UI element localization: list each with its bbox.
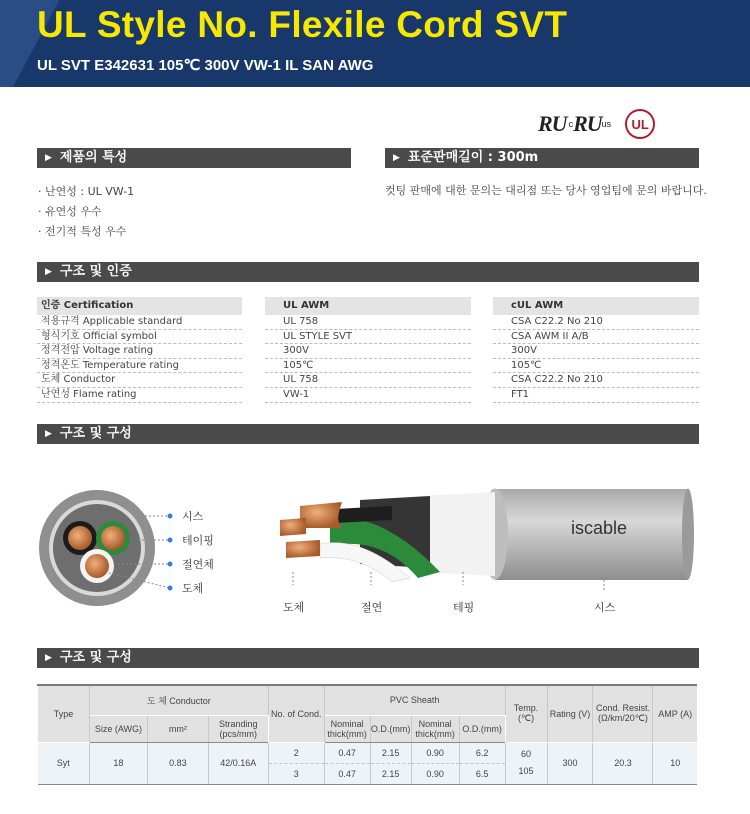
cable-diagram [0, 460, 750, 630]
section-spec-title: 구조 및 구성 [59, 650, 132, 665]
cell-amp: 10 [653, 742, 697, 784]
ul-listed-logo: UL [625, 109, 655, 139]
col-amp: AMP (A) [653, 685, 697, 742]
page-title: UL Style No. Flexile Cord SVT [37, 4, 568, 45]
section-structure-title: 구조 및 구성 [59, 426, 132, 441]
feature-item: · 전기적 특성 우수 [38, 225, 127, 238]
cert-ul-value: 300V [265, 344, 471, 359]
cell-thick-2: 0.90 [411, 742, 459, 763]
cert-cul-column [493, 297, 699, 403]
col-size: Size (AWG) [89, 715, 147, 742]
page-header [0, 0, 750, 87]
c-mark: c [568, 119, 574, 129]
cert-cul-value: 105℃ [493, 359, 699, 374]
cert-cul-value: CSA C22.2 No 210 [493, 373, 699, 388]
col-stranding: Stranding (pcs/mm) [208, 715, 268, 742]
cell-od-2: 6.2 [459, 742, 505, 763]
cell-thick: 0.47 [324, 742, 370, 763]
cell-size: 18 [89, 742, 147, 784]
cert-cul-value: FT1 [493, 388, 699, 403]
ul-recognized-logo: RU [538, 111, 567, 136]
section-length-bar [385, 148, 699, 168]
side-label-taping: 테핑 [453, 601, 475, 614]
cell-temp-1: 60 [521, 749, 532, 759]
cert-label-column [37, 297, 242, 403]
cell-thick: 0.47 [324, 763, 370, 784]
cell-rating: 300 [547, 742, 593, 784]
col-conductor: 도 체 Conductor [89, 685, 268, 715]
cell-type: Syt [38, 742, 90, 784]
cell-resist: 20.3 [593, 742, 653, 784]
features-list [38, 182, 134, 242]
arrow-icon: ▶ [45, 653, 52, 663]
side-label-insulation: 절연 [361, 601, 383, 614]
cert-label: 도체 Conductor [37, 373, 242, 388]
feature-item: · 유연성 우수 [38, 205, 102, 218]
side-label-conductor: 도체 [283, 601, 305, 614]
cell-thick-2: 0.90 [411, 763, 459, 784]
cert-label: 난연성 Flame rating [37, 388, 242, 403]
cell-cond: 3 [268, 763, 324, 784]
feature-item: · 난연성 : UL VW-1 [38, 185, 135, 198]
cell-od-2: 6.5 [459, 763, 505, 784]
col-od: O.D.(mm) [370, 715, 411, 742]
col-rating: Rating (V) [547, 685, 593, 742]
col-mm2: mm² [147, 715, 208, 742]
cross-label-taping: 테이핑 [182, 534, 214, 547]
cert-cul-value: CSA C22.2 No 210 [493, 315, 699, 330]
arrow-icon: ▶ [45, 153, 52, 163]
section-structure-bar [37, 424, 699, 444]
col-type: Type [38, 685, 90, 742]
col-od-2: O.D.(mm) [459, 715, 505, 742]
cul-recognized-logo: RU [573, 111, 602, 136]
cell-stranding: 42/0.16A [208, 742, 268, 784]
col-no-of-cond: No. of Cond. [268, 685, 324, 742]
cert-label: 정격전압 Voltage rating [37, 344, 242, 359]
section-features-title: 제품의 특성 [59, 150, 128, 165]
brand-print: iscable [571, 518, 628, 538]
cert-ul-value: UL 758 [265, 315, 471, 330]
col-pvc-sheath: PVC Sheath [324, 685, 505, 715]
col-nominal-thick: Nominal thick(mm) [324, 715, 370, 742]
section-features-bar [37, 148, 351, 168]
cert-label: 적용규격 Applicable standard [37, 315, 242, 330]
cell-od: 2.15 [370, 763, 411, 784]
us-mark: us [601, 119, 612, 129]
length-note: 컷팅 판매에 대한 문의는 대리점 또는 당사 영업팀에 문의 바랍니다. [385, 184, 707, 197]
arrow-icon: ▶ [393, 153, 400, 163]
cert-cul-value: 300V [493, 344, 699, 359]
cert-cul-value: CSA AWM II A/B [493, 330, 699, 345]
section-length-title: 표준판매길이 : 300m [407, 150, 539, 165]
cert-header-label: 인증 Certification [37, 297, 242, 315]
col-nominal-thick-2: Nominal thick(mm) [411, 715, 459, 742]
cross-label-sheath: 시스 [182, 510, 204, 523]
arrow-icon: ▶ [45, 429, 52, 439]
cell-temp [505, 742, 547, 784]
cert-label: 형식기호 Official symbol [37, 330, 242, 345]
cert-ul-column [265, 297, 471, 403]
cert-ul-value: UL 758 [265, 373, 471, 388]
cert-ul-header: UL AWM [265, 297, 471, 315]
section-spec-bar [37, 648, 699, 668]
col-temp: Temp. (℃) [505, 685, 547, 742]
cross-label-conductor: 도체 [182, 582, 204, 595]
cross-section [39, 490, 173, 606]
cell-mm2: 0.83 [147, 742, 208, 784]
cell-temp-2: 105 [518, 766, 534, 776]
cross-label-insulation: 절연체 [182, 558, 214, 571]
spec-table [37, 684, 697, 785]
cert-ul-value: 105℃ [265, 359, 471, 374]
section-certification-title: 구조 및 인증 [59, 264, 132, 279]
section-certification-bar [37, 262, 699, 282]
page-subtitle: UL SVT E342631 105℃ 300V VW-1 IL SAN AWG [37, 57, 374, 74]
cert-ul-value: VW-1 [265, 388, 471, 403]
cell-od: 2.15 [370, 742, 411, 763]
side-view [280, 489, 694, 591]
cert-ul-value: UL STYLE SVT [265, 330, 471, 345]
certification-logos [538, 107, 655, 141]
cert-label: 정격온도 Temperature rating [37, 359, 242, 374]
cell-cond: 2 [268, 742, 324, 763]
col-resist: Cond. Resist. (Ω/km/20℃) [593, 685, 653, 742]
arrow-icon: ▶ [45, 267, 52, 277]
cert-cul-header: cUL AWM [493, 297, 699, 315]
side-label-sheath: 시스 [594, 601, 616, 614]
